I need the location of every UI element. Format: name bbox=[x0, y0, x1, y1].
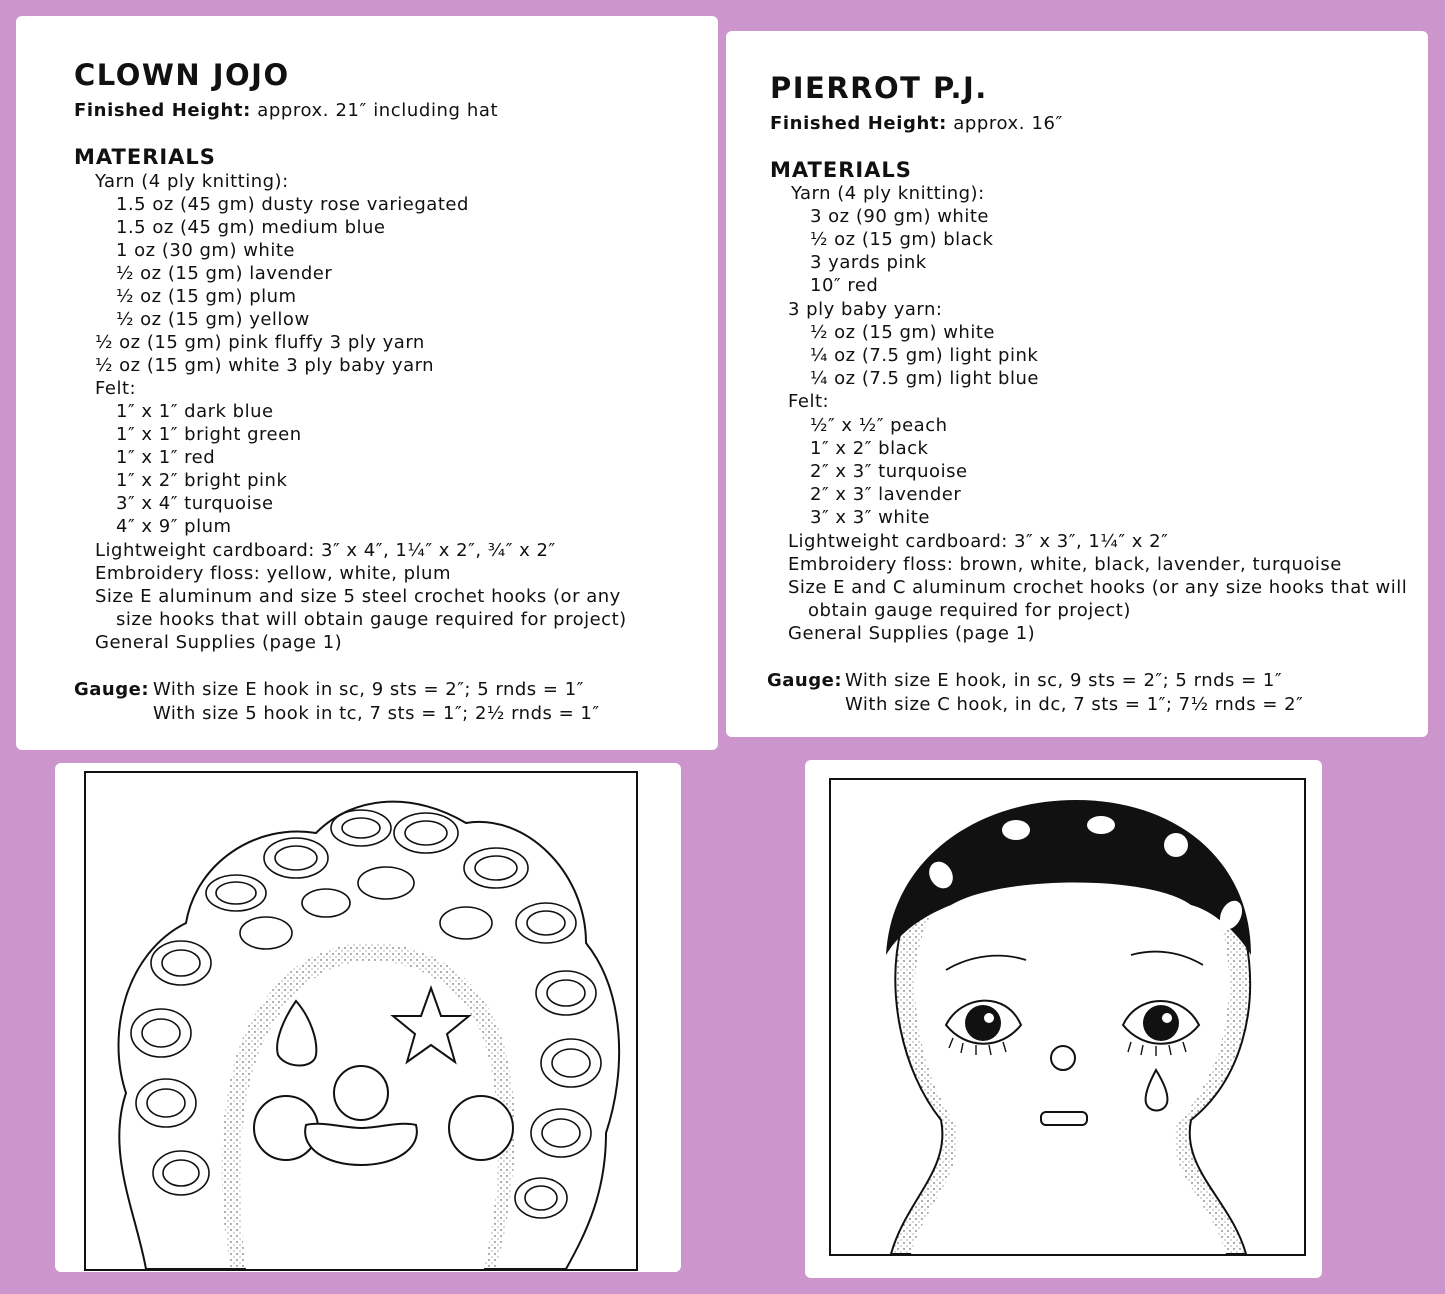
materials-heading: MATERIALS bbox=[770, 158, 912, 182]
material-line: 1″ x 2″ black bbox=[810, 438, 929, 459]
material-line: ¼ oz (7.5 gm) light blue bbox=[810, 368, 1039, 389]
material-line: ½ oz (15 gm) yellow bbox=[116, 309, 310, 330]
pierrot-pj-illustration-card bbox=[805, 760, 1322, 1278]
material-line: ½ oz (15 gm) pink fluffy 3 ply yarn bbox=[95, 332, 425, 353]
material-line: General Supplies (page 1) bbox=[95, 632, 343, 653]
material-line: 1″ x 1″ dark blue bbox=[116, 401, 274, 422]
clown-face-illustration bbox=[84, 771, 638, 1271]
material-line: obtain gauge required for project) bbox=[808, 600, 1131, 621]
finished-height bbox=[770, 113, 1063, 134]
gauge-line: With size E hook, in sc, 9 sts = 2″; 5 rnds = 1″ bbox=[845, 670, 1283, 691]
pierrot-face-drawing bbox=[831, 780, 1304, 1254]
material-line: Embroidery floss: brown, white, black, lavender, turquoise bbox=[788, 554, 1342, 575]
gauge-line: With size C hook, in dc, 7 sts = 1″; 7½ rnds = 2″ bbox=[845, 694, 1304, 715]
material-line: Embroidery floss: yellow, white, plum bbox=[95, 563, 451, 584]
material-line: 2″ x 3″ turquoise bbox=[810, 461, 968, 482]
gauge-label: Gauge: bbox=[74, 679, 150, 700]
material-line: 3 yards pink bbox=[810, 252, 927, 273]
pierrot-pj-title: PIERROT P.J. bbox=[770, 71, 988, 105]
gauge-line: With size 5 hook in tc, 7 sts = 1″; 2½ rnds = 1″ bbox=[153, 703, 600, 724]
right-cheek bbox=[449, 1096, 513, 1160]
clown-face-drawing bbox=[86, 773, 636, 1269]
material-line: ½ oz (15 gm) black bbox=[810, 229, 994, 250]
material-line: ½ oz (15 gm) white bbox=[810, 322, 995, 343]
finished-height bbox=[74, 100, 498, 121]
material-line: Yarn (4 ply knitting): bbox=[791, 183, 985, 204]
clown-jojo-title: CLOWN JOJO bbox=[74, 58, 290, 92]
materials-heading: MATERIALS bbox=[74, 145, 216, 169]
material-line: 3″ x 4″ turquoise bbox=[116, 493, 274, 514]
material-line: 4″ x 9″ plum bbox=[116, 516, 232, 537]
material-line: 1.5 oz (45 gm) medium blue bbox=[116, 217, 386, 238]
material-line: Lightweight cardboard: 3″ x 4″, 1¼″ x 2″, ¾″ x 2″ bbox=[95, 540, 556, 561]
gauge-line: With size E hook in sc, 9 sts = 2″; 5 rnds = 1″ bbox=[153, 679, 584, 700]
material-line: Yarn (4 ply knitting): bbox=[95, 171, 289, 192]
finished-height-label: Finished Height: bbox=[74, 100, 251, 121]
material-line: ½ oz (15 gm) white 3 ply baby yarn bbox=[95, 355, 435, 376]
material-line: 3″ x 3″ white bbox=[810, 507, 930, 528]
nose bbox=[334, 1066, 388, 1120]
material-line: Lightweight cardboard: 3″ x 3″, 1¼″ x 2″ bbox=[788, 531, 1169, 552]
material-line: Size E aluminum and size 5 steel crochet hooks (or any bbox=[95, 586, 621, 607]
material-line: Size E and C aluminum crochet hooks (or any size hooks that will bbox=[788, 577, 1408, 598]
material-line: ½ oz (15 gm) lavender bbox=[116, 263, 333, 284]
material-line: ½″ x ½″ peach bbox=[810, 415, 948, 436]
material-line: 1 oz (30 gm) white bbox=[116, 240, 295, 261]
nose bbox=[1051, 1046, 1075, 1070]
material-line: 1.5 oz (45 gm) dusty rose variegated bbox=[116, 194, 469, 215]
gauge-label: Gauge: bbox=[767, 670, 843, 691]
material-line: ½ oz (15 gm) plum bbox=[116, 286, 297, 307]
material-line: size hooks that will obtain gauge required for project) bbox=[116, 609, 627, 630]
material-line: 1″ x 1″ bright green bbox=[116, 424, 302, 445]
clown-jojo-illustration-card bbox=[55, 763, 681, 1272]
material-line: General Supplies (page 1) bbox=[788, 623, 1036, 644]
pierrot-face-illustration bbox=[829, 778, 1306, 1256]
material-line: 3 oz (90 gm) white bbox=[810, 206, 989, 227]
pierrot-pj-card bbox=[726, 31, 1428, 737]
finished-height-value: approx. 16″ bbox=[946, 113, 1063, 134]
material-line: 2″ x 3″ lavender bbox=[810, 484, 962, 505]
material-line: 3 ply baby yarn: bbox=[788, 299, 943, 320]
material-line: 10″ red bbox=[810, 275, 879, 296]
mouth bbox=[1041, 1112, 1087, 1125]
material-line: Felt: bbox=[788, 391, 830, 412]
finished-height-label: Finished Height: bbox=[770, 113, 947, 134]
clown-jojo-card bbox=[16, 16, 718, 750]
material-line: ¼ oz (7.5 gm) light pink bbox=[810, 345, 1039, 366]
material-line: Felt: bbox=[95, 378, 137, 399]
material-line: 1″ x 1″ red bbox=[116, 447, 216, 468]
material-line: 1″ x 2″ bright pink bbox=[116, 470, 288, 491]
finished-height-value: approx. 21″ including hat bbox=[250, 100, 499, 121]
